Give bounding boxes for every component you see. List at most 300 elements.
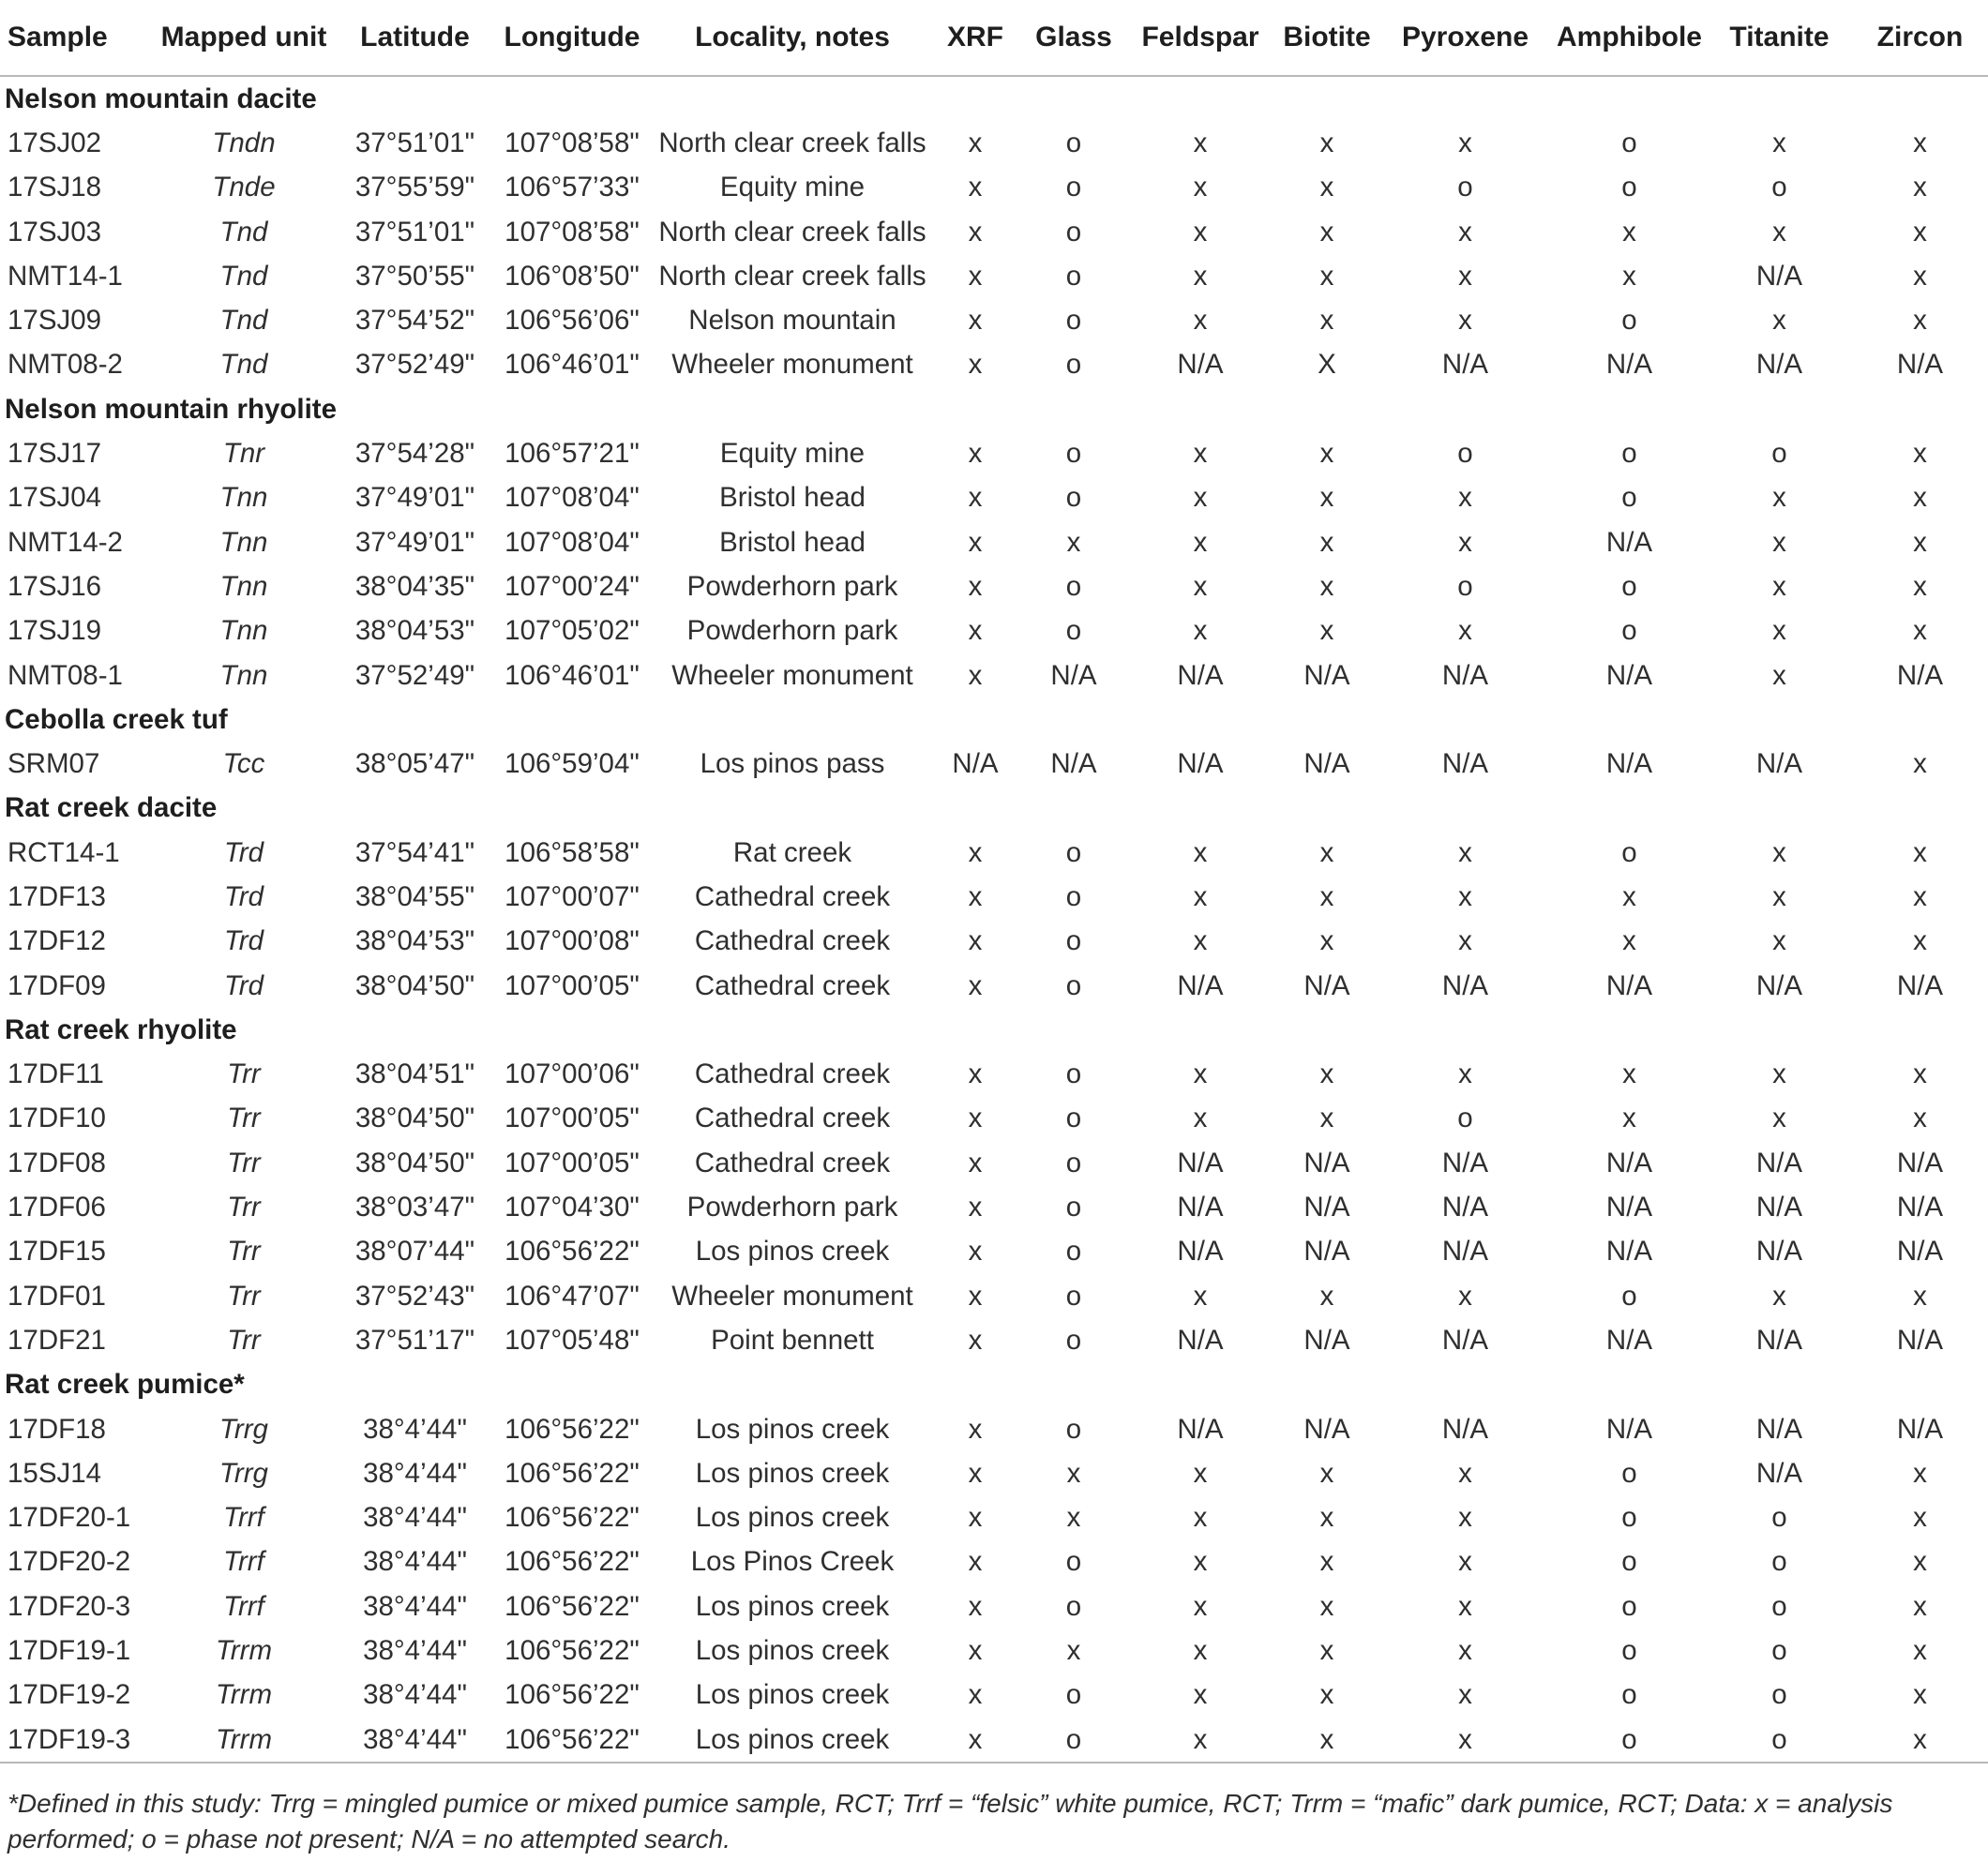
table-cell: 38°4’44": [342, 1718, 488, 1763]
table-cell: Los pinos creek: [695, 1635, 890, 1667]
table-cell: 107°00’24": [505, 570, 640, 602]
table-cell: 17DF18: [8, 1413, 106, 1445]
table-row: [0, 1053, 1988, 1097]
table-cell: N/A: [1755, 1324, 1803, 1356]
table-cell: N/A: [1605, 659, 1653, 691]
table-cell: o: [1771, 438, 1787, 470]
table-cell: x: [968, 438, 983, 470]
table-cell: x: [1193, 1103, 1208, 1134]
table-cell: x: [1913, 1280, 1927, 1312]
table-cell: x: [1772, 1280, 1786, 1312]
table-cell: x: [1319, 1590, 1334, 1622]
table-cell: Wheeler monument: [671, 659, 913, 691]
table-cell: x: [1458, 305, 1472, 337]
table-cell: x: [1772, 925, 1786, 957]
table-cell: NMT08-1: [8, 659, 123, 691]
table-cell: x: [1319, 216, 1334, 248]
table-cell: N/A: [952, 748, 999, 780]
table-cell: x: [1772, 1058, 1786, 1090]
table-cell: 38°04’53": [354, 925, 475, 957]
table-cell: Trr: [227, 1236, 261, 1268]
table-row: [0, 1097, 1988, 1141]
table-cell: x: [1913, 1590, 1927, 1622]
table-cell: o: [1621, 615, 1637, 647]
table-cell: x: [1193, 438, 1208, 470]
table-cell: N/A: [1441, 1192, 1489, 1223]
table-cell: o: [1457, 1103, 1473, 1134]
header-zircon: Zircon: [1852, 0, 1988, 76]
table-cell: x: [1319, 880, 1334, 912]
table-cell: x: [968, 570, 983, 602]
table-cell: x: [1913, 1103, 1927, 1134]
table-cell: o: [1457, 570, 1473, 602]
table-cell: o: [1457, 172, 1473, 203]
table-cell: Wheeler monument: [671, 349, 913, 381]
table-cell: x: [1913, 172, 1927, 203]
table-cell: Trrm: [215, 1635, 273, 1667]
table-cell: x: [1193, 1280, 1208, 1312]
table-cell: Trr: [227, 1147, 261, 1178]
table-cell: o: [1621, 305, 1637, 337]
table-cell: o: [1771, 1590, 1787, 1622]
table-cell: x: [1458, 127, 1472, 158]
table-cell: o: [1065, 969, 1082, 1001]
header-feldspar: Feldspar: [1125, 0, 1275, 76]
table-cell: x: [1458, 526, 1472, 558]
table-cell: x: [968, 880, 983, 912]
table-cell: Los pinos creek: [695, 1236, 890, 1268]
table-cell: x: [1913, 880, 1927, 912]
table-cell: 17SJ17: [8, 438, 102, 470]
table-cell: o: [1065, 880, 1082, 912]
table-row: [0, 564, 1988, 608]
header-glass: Glass: [1022, 0, 1125, 76]
table-cell: Trrm: [215, 1679, 273, 1711]
table-cell: x: [1913, 216, 1927, 248]
table-cell: x: [1319, 1679, 1334, 1711]
table-cell: 37°50’55": [354, 260, 475, 292]
table-cell: 106°56’22": [505, 1590, 640, 1622]
table-cell: x: [1319, 1280, 1334, 1312]
table-body: [0, 76, 1988, 1763]
table-cell: N/A: [1605, 1236, 1653, 1268]
table-cell: N/A: [1441, 659, 1489, 691]
table-cell: x: [1852, 1718, 1988, 1763]
table-row: [0, 920, 1988, 964]
table-cell: N/A: [1896, 349, 1944, 381]
table-cell: Tnn: [219, 570, 268, 602]
table-cell: N/A: [1050, 659, 1097, 691]
table-cell: N/A: [1605, 1413, 1653, 1445]
table-row: [0, 1540, 1988, 1584]
table-cell: RCT14-1: [8, 836, 120, 868]
table-row: [0, 166, 1988, 210]
table-cell: Trrm: [145, 1718, 342, 1763]
header-biotite: Biotite: [1275, 0, 1378, 76]
table-cell: x: [1913, 260, 1927, 292]
table-cell: 106°59’04": [505, 748, 640, 780]
table-cell: o: [1065, 1679, 1082, 1711]
table-cell: x: [1772, 216, 1786, 248]
table-cell: x: [1066, 526, 1081, 558]
table-cell: 106°46’01": [505, 659, 640, 691]
table-cell: N/A: [1303, 1413, 1350, 1445]
table-cell: 38°4’44": [363, 1413, 467, 1445]
table-cell: x: [1458, 880, 1472, 912]
table-cell: 38°04’50": [354, 969, 475, 1001]
table-cell: x: [1319, 1502, 1334, 1534]
table-cell: Los pinos creek: [695, 1457, 890, 1489]
table-cell: N/A: [1441, 1324, 1489, 1356]
table-cell: N/A: [1303, 659, 1350, 691]
table-cell: x: [1193, 127, 1208, 158]
table-cell: Tnde: [212, 172, 276, 203]
table-cell: x: [1319, 1457, 1334, 1489]
table-row: [0, 1451, 1988, 1495]
table-cell: N/A: [1177, 1192, 1224, 1223]
table-cell: x: [1066, 1635, 1081, 1667]
table-cell: o: [1621, 127, 1637, 158]
table-cell: 17DF19-1: [8, 1635, 131, 1667]
table-cell: Powderhorn park: [686, 570, 898, 602]
table-cell: o: [1621, 1635, 1637, 1667]
table-cell: 17DF11: [8, 1058, 104, 1090]
table-cell: o: [1621, 1457, 1637, 1489]
table-cell: x: [1772, 526, 1786, 558]
table-row: [0, 742, 1988, 786]
table-cell: x: [1193, 172, 1208, 203]
table-cell: 106°46’01": [505, 349, 640, 381]
group-title: Rat creek rhyolite: [5, 1013, 237, 1045]
table-cell: Trd: [223, 925, 264, 957]
table-cell: 107°05’48": [505, 1324, 640, 1356]
header-latitude: Latitude: [342, 0, 488, 76]
table-cell: o: [1621, 1502, 1637, 1534]
table-cell: NMT14-2: [8, 526, 123, 558]
table-cell: NMT14-1: [8, 260, 123, 292]
table-row: [0, 1274, 1988, 1318]
table-cell: x: [968, 1192, 983, 1223]
table-cell: 38°03’47": [354, 1192, 475, 1223]
table-cell: 38°04’50": [354, 1147, 475, 1178]
table-cell: N/A: [1896, 1147, 1944, 1178]
table-cell: N/A: [1050, 748, 1097, 780]
table-cell: N/A: [1755, 748, 1803, 780]
table-row: [0, 1185, 1988, 1229]
table-cell: 38°04’51": [354, 1058, 475, 1090]
table-cell: o: [1621, 570, 1637, 602]
table-cell: x: [968, 1590, 983, 1622]
header-titanite: Titanite: [1707, 0, 1852, 76]
table-cell: o: [1621, 1679, 1637, 1711]
table-cell: 38°07’44": [354, 1236, 475, 1268]
group-title: Nelson mountain rhyolite: [5, 393, 338, 425]
table-cell: 37°52’43": [354, 1280, 475, 1312]
table-cell: 17SJ09: [8, 305, 102, 337]
header-longitude: Longitude: [488, 0, 656, 76]
table-cell: x: [1913, 526, 1927, 558]
table-cell: 106°47’07": [505, 1280, 640, 1312]
table-row: [0, 1141, 1988, 1185]
table-cell: x: [1458, 615, 1472, 647]
table-cell: x: [1319, 925, 1334, 957]
table-cell: Equity mine: [719, 172, 866, 203]
table-cell: Tnr: [222, 438, 265, 470]
table-cell: N/A: [1755, 1236, 1803, 1268]
table-cell: x: [968, 482, 983, 514]
table-cell: Tnd: [219, 305, 268, 337]
table-cell: N/A: [1177, 1324, 1224, 1356]
table-cell: N/A: [1896, 1192, 1944, 1223]
table-cell: N/A: [1303, 1192, 1350, 1223]
table-cell: 38°4’44": [363, 1635, 467, 1667]
table-cell: N/A: [1303, 969, 1350, 1001]
table-cell: N/A: [1755, 260, 1803, 292]
table-cell: N/A: [1441, 969, 1489, 1001]
table-cell: x: [1772, 836, 1786, 868]
table-cell: x: [1622, 880, 1636, 912]
table-cell: x: [1913, 1546, 1927, 1578]
table-row: [0, 609, 1988, 653]
table-cell: N/A: [1755, 1192, 1803, 1223]
table-cell: 107°00’07": [505, 880, 640, 912]
table-cell: 107°04’30": [505, 1192, 640, 1223]
table-cell: Trd: [223, 969, 264, 1001]
table-cell: o: [1065, 1546, 1082, 1578]
table-cell: x: [1193, 216, 1208, 248]
table-cell: Tnd: [219, 349, 268, 381]
table-cell: Trrg: [219, 1413, 268, 1445]
table-cell: x: [1319, 1103, 1334, 1134]
table-row: [0, 1230, 1988, 1274]
table-cell: x: [1125, 1718, 1275, 1763]
table-cell: x: [1458, 836, 1472, 868]
table-cell: o: [1621, 1590, 1637, 1622]
table-cell: o: [1621, 836, 1637, 868]
table-cell: x: [968, 969, 983, 1001]
table-cell: x: [1913, 615, 1927, 647]
table-row: [0, 343, 1988, 387]
table-cell: x: [1193, 925, 1208, 957]
table-row: [0, 653, 1988, 698]
table-cell: 106°56’06": [505, 305, 640, 337]
table-cell: Tnn: [219, 615, 268, 647]
table-cell: o: [1621, 482, 1637, 514]
table-cell: x: [968, 1103, 983, 1134]
table-cell: Tcc: [222, 748, 265, 780]
table-cell: x: [968, 1679, 983, 1711]
table-cell: x: [1622, 1058, 1636, 1090]
table-cell: x: [1319, 127, 1334, 158]
table-cell: o: [1065, 1590, 1082, 1622]
group-title: Cebolla creek tuf: [5, 703, 228, 735]
table-cell: 17DF13: [8, 880, 106, 912]
table-cell: NMT08-2: [8, 349, 123, 381]
table-cell: x: [1193, 570, 1208, 602]
table-cell: Los pinos creek: [656, 1718, 928, 1763]
table-cell: 37°51’01": [354, 216, 475, 248]
table-cell: 37°49’01": [354, 482, 475, 514]
table-cell: Bristol head: [719, 482, 866, 514]
table-row: [0, 210, 1988, 254]
table-cell: Trr: [227, 1324, 261, 1356]
table-row: [0, 1407, 1988, 1451]
table-cell: N/A: [1605, 748, 1653, 780]
table-cell: 106°58’58": [505, 836, 640, 868]
table-cell: N/A: [1441, 1236, 1489, 1268]
table-cell: 37°52’49": [354, 349, 475, 381]
table-cell: N/A: [1177, 1413, 1224, 1445]
table-cell: x: [1772, 482, 1786, 514]
table-cell: N/A: [1605, 1192, 1653, 1223]
table-cell: x: [1319, 482, 1334, 514]
table-cell: N/A: [1177, 349, 1224, 381]
table-cell: x: [1319, 570, 1334, 602]
table-cell: N/A: [1303, 1236, 1350, 1268]
table-cell: x: [928, 1718, 1022, 1763]
table-cell: Cathedral creek: [694, 1058, 891, 1090]
table-cell: Cathedral creek: [694, 969, 891, 1001]
table-cell: Tnd: [219, 216, 268, 248]
table-cell: 37°52’49": [354, 659, 475, 691]
table-cell: N/A: [1303, 1324, 1350, 1356]
table-cell: 106°56’22": [505, 1413, 640, 1445]
table-cell: Trrf: [223, 1502, 264, 1534]
table-cell: x: [1458, 1280, 1472, 1312]
table-cell: x: [1319, 1546, 1334, 1578]
group-row: [0, 698, 1988, 742]
table-cell: Cathedral creek: [694, 925, 891, 957]
table-cell: x: [1458, 925, 1472, 957]
table-cell: o: [1065, 260, 1082, 292]
table-cell: x: [1319, 1058, 1334, 1090]
table-cell: X: [1318, 349, 1336, 381]
table-cell: 17DF20-1: [8, 1502, 131, 1534]
table-cell: o: [1771, 1635, 1787, 1667]
table-cell: 37°55’59": [354, 172, 475, 203]
group-row: [0, 76, 1988, 121]
table-cell: Trr: [227, 1280, 261, 1312]
table-cell: x: [1772, 305, 1786, 337]
table-cell: Los pinos creek: [695, 1413, 890, 1445]
table-cell: x: [968, 1546, 983, 1578]
table-cell: x: [1772, 570, 1786, 602]
table-cell: 17SJ16: [8, 570, 102, 602]
table-cell: x: [1913, 127, 1927, 158]
table-cell: o: [1621, 438, 1637, 470]
table-cell: o: [1771, 1546, 1787, 1578]
table-cell: Los pinos creek: [695, 1502, 890, 1534]
table-row: [0, 1496, 1988, 1540]
table-cell: x: [1772, 659, 1786, 691]
table-cell: x: [1772, 127, 1786, 158]
table-cell: 17DF20-3: [8, 1590, 131, 1622]
table-cell: Tnn: [219, 526, 268, 558]
table-cell: 17DF21: [8, 1324, 106, 1356]
table-cell: x: [968, 1236, 983, 1268]
table-cell: 37°54’52": [354, 305, 475, 337]
table-cell: Bristol head: [719, 526, 866, 558]
table-cell: x: [1193, 1502, 1208, 1534]
table-cell: N/A: [1441, 1147, 1489, 1178]
table-cell: x: [968, 1280, 983, 1312]
header-mapped-unit: Mapped unit: [145, 0, 342, 76]
table-cell: o: [1065, 305, 1082, 337]
table-cell: x: [1458, 1058, 1472, 1090]
table-cell: x: [968, 1324, 983, 1356]
table-cell: o: [1065, 216, 1082, 248]
header-amphibole: Amphibole: [1552, 0, 1707, 76]
table-cell: o: [1771, 172, 1787, 203]
table-cell: o: [1065, 1058, 1082, 1090]
table-cell: x: [968, 1635, 983, 1667]
table-cell: x: [1319, 526, 1334, 558]
table-cell: o: [1621, 1546, 1637, 1578]
table-cell: o: [1065, 1236, 1082, 1268]
table-cell: x: [1622, 216, 1636, 248]
table-cell: Trd: [223, 836, 264, 868]
table-cell: x: [1913, 748, 1927, 780]
table-cell: x: [1913, 482, 1927, 514]
table-cell: 107°00’08": [505, 925, 640, 957]
table-cell: x: [1458, 1457, 1472, 1489]
table-cell: x: [1193, 880, 1208, 912]
table-cell: x: [1458, 482, 1472, 514]
table-cell: x: [1275, 1718, 1378, 1763]
table-cell: North clear creek falls: [658, 216, 926, 248]
table-cell: o: [1771, 1679, 1787, 1711]
table-cell: x: [968, 615, 983, 647]
table-cell: 38°04’35": [354, 570, 475, 602]
table-cell: N/A: [1441, 748, 1489, 780]
table-cell: x: [1458, 1546, 1472, 1578]
header-row: [0, 0, 1988, 76]
table-cell: Wheeler monument: [671, 1280, 913, 1312]
table-cell: N/A: [1605, 526, 1653, 558]
table-cell: 37°54’28": [354, 438, 475, 470]
table-cell: N/A: [1177, 659, 1224, 691]
table-cell: N/A: [1177, 1147, 1224, 1178]
table-cell: 38°4’44": [363, 1590, 467, 1622]
table-cell: 17SJ18: [8, 172, 102, 203]
table-cell: x: [968, 1413, 983, 1445]
table-cell: x: [1193, 615, 1208, 647]
table-cell: x: [1458, 260, 1472, 292]
table-cell: x: [968, 1058, 983, 1090]
table-cell: 38°4’44": [363, 1502, 467, 1534]
table-cell: N/A: [1441, 1413, 1489, 1445]
table-cell: x: [1913, 1502, 1927, 1534]
table-cell: o: [1621, 172, 1637, 203]
table-cell: o: [1065, 836, 1082, 868]
group-title: Rat creek dacite: [5, 792, 218, 824]
table-cell: x: [1066, 1502, 1081, 1534]
table-cell: 106°56’22": [505, 1236, 640, 1268]
table-cell: Los pinos creek: [695, 1590, 890, 1622]
table-cell: Los pinos pass: [700, 748, 885, 780]
table-cell: 38°05’47": [354, 748, 475, 780]
table-cell: o: [1065, 349, 1082, 381]
table-cell: x: [1622, 1103, 1636, 1134]
table-row: [0, 964, 1988, 1008]
table-row: [0, 1673, 1988, 1718]
table-cell: 17SJ04: [8, 482, 102, 514]
table-cell: o: [1707, 1718, 1852, 1763]
table-cell: x: [968, 1147, 983, 1178]
table-cell: o: [1065, 1103, 1082, 1134]
table-cell: x: [1193, 836, 1208, 868]
table-cell: x: [968, 925, 983, 957]
